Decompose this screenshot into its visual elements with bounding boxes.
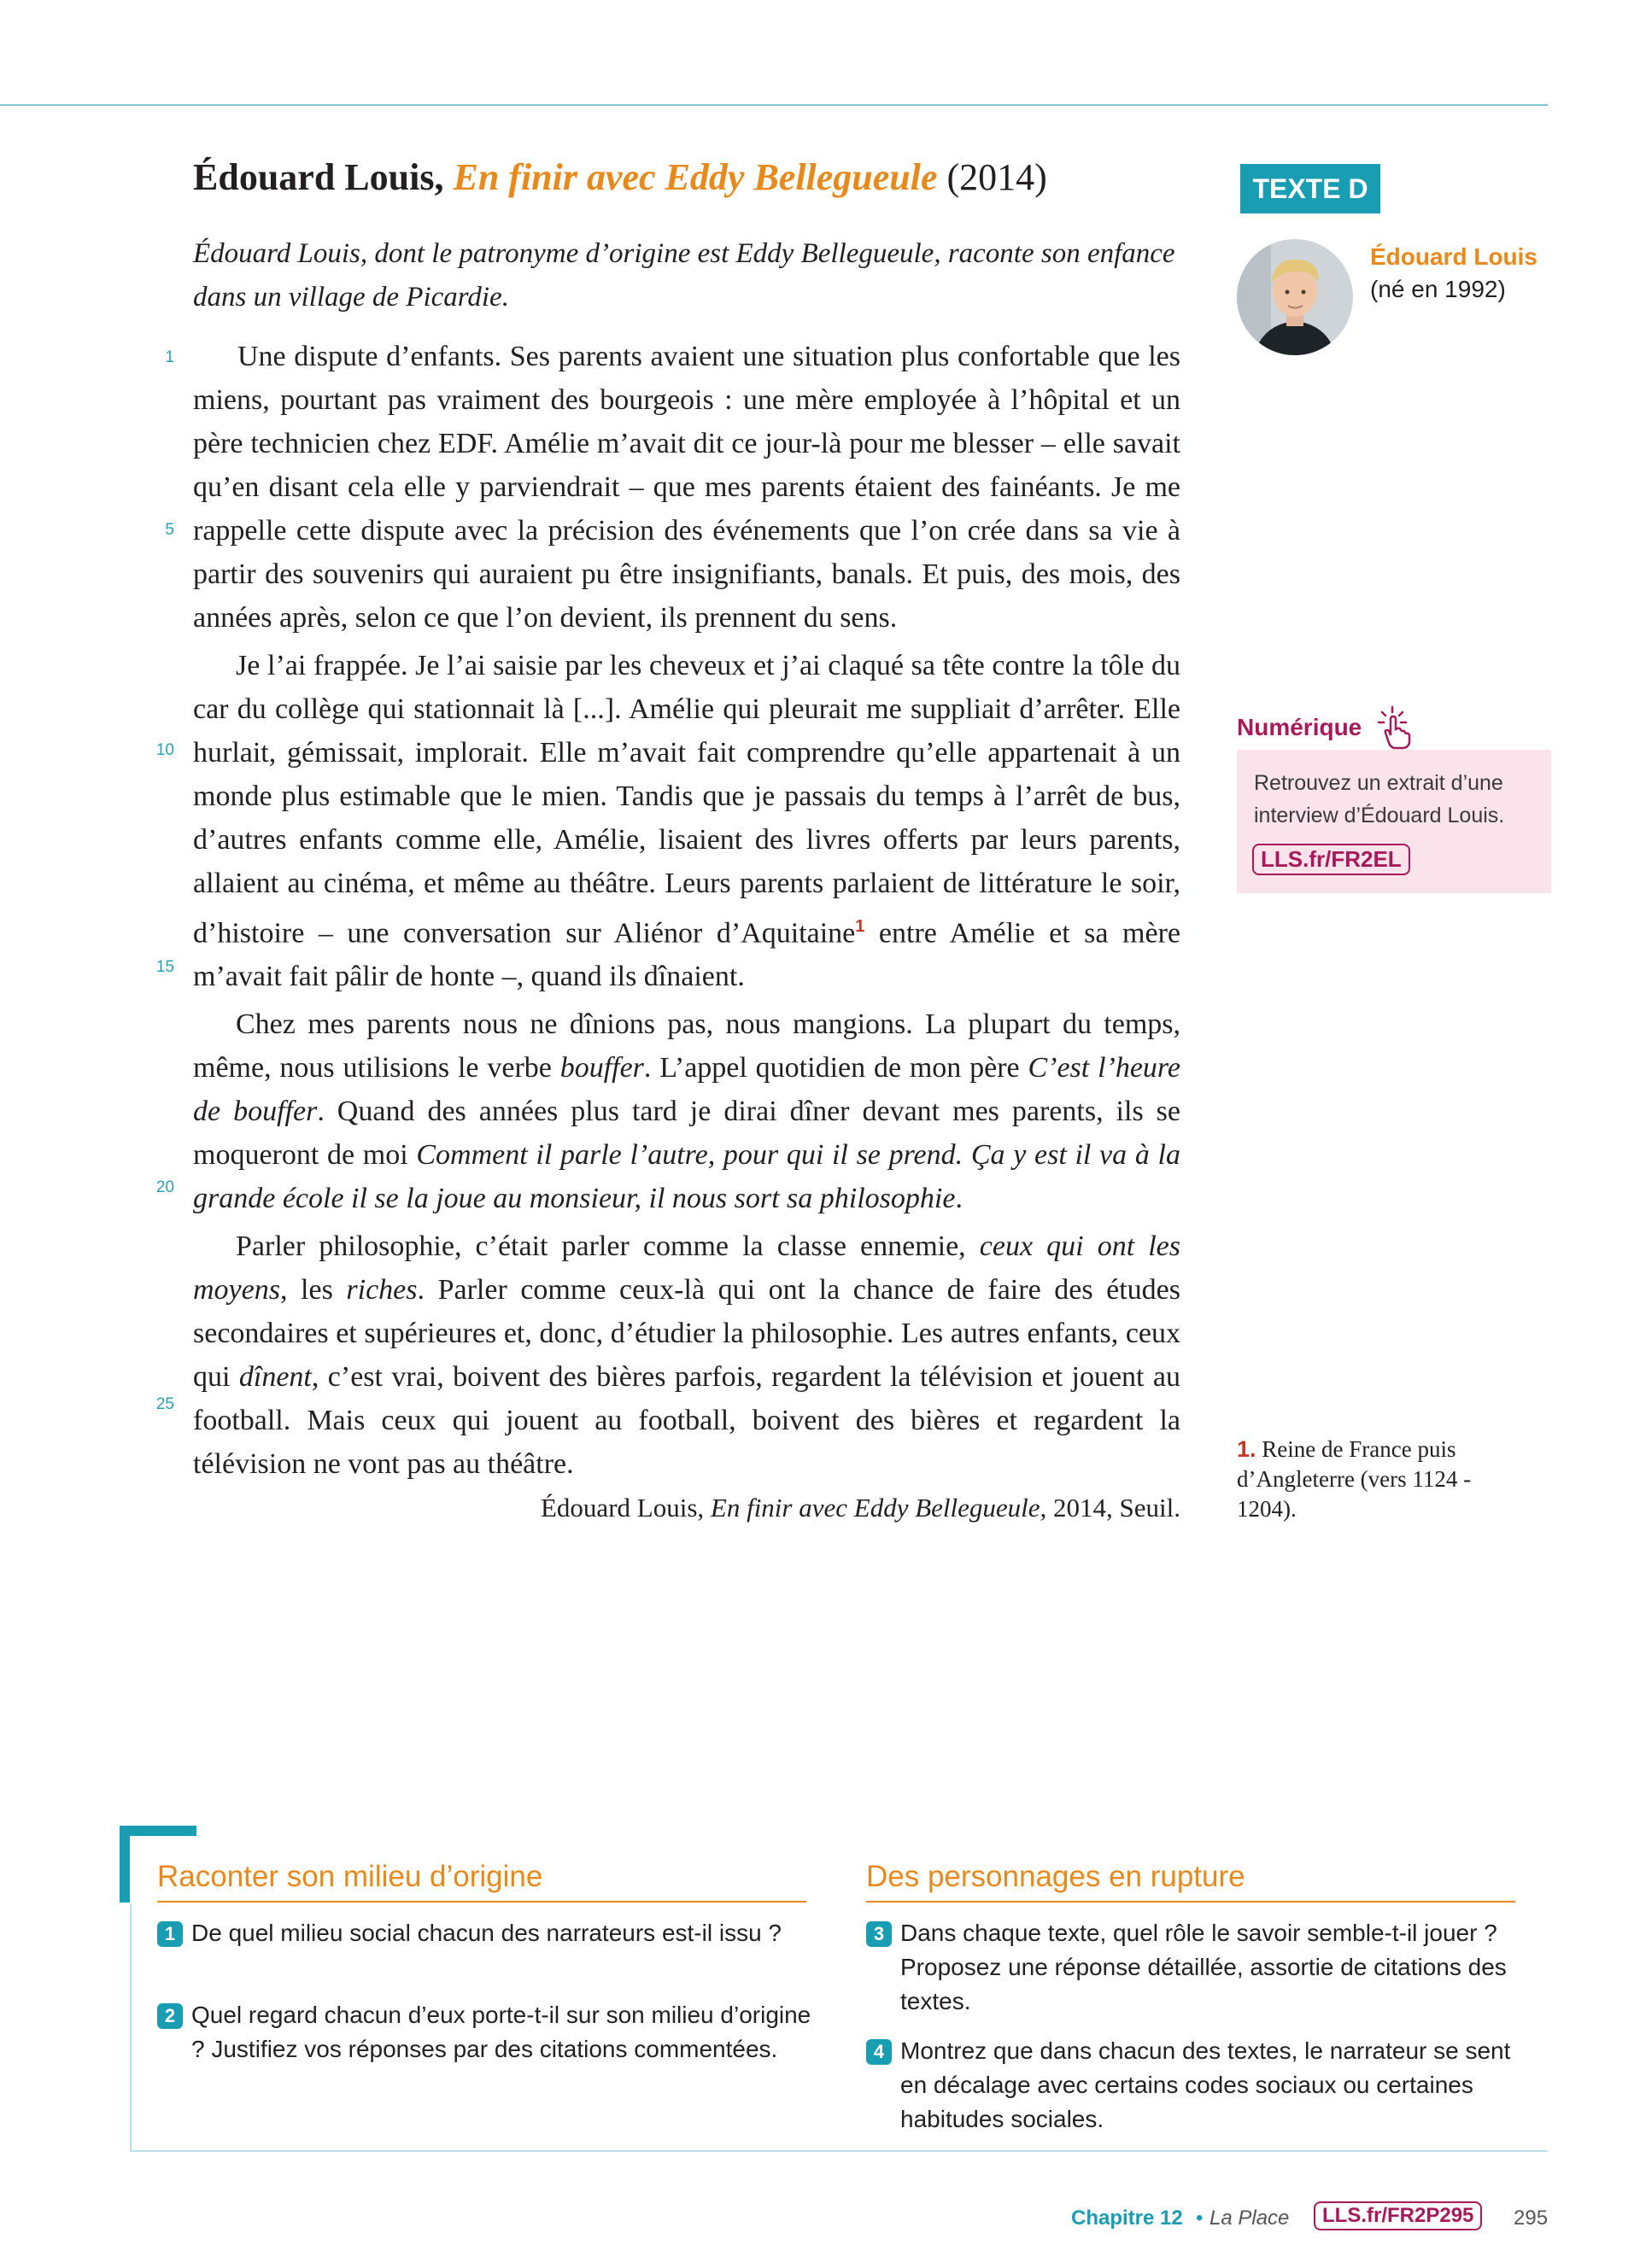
p3-text-4: . — [955, 1183, 963, 1215]
p4-italic-1: ceux qui ont les moyens — [193, 1230, 1181, 1306]
tap-hand-icon — [1375, 705, 1420, 754]
question-1 — [157, 1916, 823, 1950]
paragraph-2 — [193, 644, 1180, 998]
title-book: En finir avec Eddy Bellegueule — [453, 156, 938, 198]
numerique-text: Retrouvez un extrait d’une interview d’Édouard Louis. — [1254, 771, 1505, 827]
author-dates: (né en 1992) — [1370, 276, 1506, 302]
author-portrait — [1237, 239, 1353, 355]
texte-badge: TEXTE D — [1240, 164, 1380, 213]
question-text: Dans chaque texte, quel rôle le savoir semble-t-il jouer ? Proposez une réponse détaillée, assortie de citations des textes. — [900, 1920, 1507, 2014]
line-number: 10 — [155, 741, 174, 759]
title-author: Édouard Louis, — [193, 156, 444, 198]
p4-italic-2: riches — [346, 1274, 418, 1306]
p3-italic-2: C’est l’heure de bouffer — [193, 1052, 1180, 1128]
questions-frame-border — [130, 2150, 1548, 2152]
questions-frame-border — [130, 1904, 132, 2152]
question-number: 2 — [157, 2003, 183, 2029]
p3-italic-1: bouffer — [559, 1052, 644, 1084]
p4-text-3: . Parler comme ceux-là qui ont la chance de faire des études secondaires et supérieures et, donc, d’étudier la philosophie. Les autres enfants, ceux qui — [193, 1274, 1180, 1394]
question-text: De quel milieu social chacun des narrateurs est-il issu ? — [191, 1920, 782, 1946]
p3-text-3: . Quand des années plus tard je dirai dîner devant mes parents, ils se moqueront de moi — [193, 1096, 1181, 1172]
question-number: 1 — [157, 1921, 183, 1947]
page-title — [193, 155, 1047, 199]
source-citation — [193, 1493, 1180, 1523]
line-number: 1 — [165, 348, 174, 366]
paragraph-3 — [193, 1002, 1180, 1220]
paragraph-2-part-2: entre Amélie et sa mère m’avait fait pâlir de honte –, quand ils dînaient. — [193, 917, 1180, 993]
p4-italic-3: dînent — [238, 1361, 312, 1394]
footer-chapter: Chapitre 12 — [1071, 2207, 1183, 2230]
line-number: 25 — [155, 1395, 174, 1413]
question-number: 3 — [866, 1921, 892, 1947]
p3-text-2: . L’appel quotidien de mon père — [643, 1052, 1028, 1084]
line-number: 5 — [165, 521, 174, 539]
paragraph-4 — [193, 1225, 1180, 1486]
line-number: 20 — [155, 1178, 174, 1196]
questions-frame-accent — [120, 1826, 196, 1836]
question-text: Quel regard chacun d’eux porte-t-il sur son milieu d’origine ? Justifiez vos réponses par des citations commentées. — [191, 2002, 811, 2062]
footer-chapter-title: La Place — [1210, 2207, 1290, 2230]
question-3 — [866, 1916, 1532, 2019]
questions-left-rule — [157, 1901, 806, 1903]
footer-separator: • — [1196, 2207, 1204, 2230]
questions-right-rule — [866, 1901, 1515, 1903]
numerique-link[interactable]: LLS.fr/FR2EL — [1252, 844, 1410, 875]
p3-text-1: Chez mes parents nous ne dînions pas, nous mangions. La plupart du temps, même, nous utilisions le verbe — [193, 1008, 1180, 1084]
author-name: Édouard Louis — [1370, 243, 1538, 270]
footnote-text: Reine de France puis d’Angleterre (vers 1124 - 1204). — [1237, 1436, 1472, 1522]
question-4 — [866, 2034, 1532, 2136]
footnote-marker[interactable]: 1 — [855, 917, 865, 936]
source-author: Édouard Louis, — [541, 1493, 711, 1523]
author-info — [1370, 241, 1538, 306]
line-number: 15 — [155, 958, 174, 976]
main-text — [193, 335, 1180, 1490]
p4-text-4: , c’est vrai, boivent des bières parfois, regardent la télévision et jouent au football. Mais ceux qui jouent au football, boivent des bières et regardent la télévision ne vont pas au théâtre. — [193, 1361, 1181, 1481]
p4-text-1: Parler philosophie, c’était parler comme la classe ennemie, — [236, 1230, 980, 1263]
source-book: En finir avec Eddy Bellegueule, — [710, 1493, 1047, 1523]
paragraph-1: Une dispute d’enfants. Ses parents avaient une situation plus confortable que les miens, pourtant pas vraiment des bourgeois : une mère employée à l’hôpital et un père technicien chez EDF. Amélie m’avait dit ce jour-là pour me blesser – elle savait qu’en disant cela elle y parviendrait – que mes parents étaient des fainéants. Je me rappelle cette dispute avec la précision des événements que l’on crée dans sa vie à partir des souvenirs qui auraient pu être insignifiants, banals. Et puis, des mois, des années après, selon ce que l’on devient, ils prennent du sens. — [193, 341, 1180, 634]
footnote — [1237, 1435, 1493, 1524]
footnote-number: 1. — [1237, 1436, 1256, 1462]
numerique-title: Numérique — [1237, 714, 1362, 740]
question-number: 4 — [866, 2039, 892, 2065]
paragraph-2-part-1: Je l’ai frappée. Je l’ai saisie par les cheveux et j’ai claqué sa tête contre la tôle du car du collège qui stationnait là [...]. Amélie qui pleurait me suppliait d’arrêter. Elle hurlait, gémissait, implorait. Elle m’avait fait comprendre qu’elle appartenait à un monde plus estimable que le mien. Tandis que je passais du temps à l’arrêt de bus, d’autres enfants comme elle, Amélie, lisaient des livres offerts par leurs parents, allaient au cinéma, et même au théâtre. Leurs parents parlaient de littérature le soir, d’histoire – une conversation sur Aliénor d’Aquitaine — [193, 650, 1180, 950]
question-text: Montrez que dans chacun des textes, le narrateur se sent en décalage avec certains codes sociaux ou certaines habitudes sociales. — [900, 2037, 1511, 2132]
p4-text-2: , les — [279, 1274, 347, 1306]
top-rule — [0, 104, 1548, 106]
questions-right-title: Des personnages en rupture — [866, 1860, 1245, 1893]
intro-text: Édouard Louis, dont le patronyme d’origine est Eddy Bellegueule, raconte son enfance dans un village de Picardie. — [193, 238, 1175, 313]
question-2 — [157, 1998, 823, 2066]
p3-italic-3: Comment il parle l’autre, pour qui il se prend. Ça y est il va à la grande école il se la joue au monsieur, il nous sort sa philosophie — [193, 1139, 1180, 1215]
questions-frame-accent — [120, 1826, 130, 1903]
source-rest: 2014, Seuil. — [1046, 1493, 1180, 1523]
title-year: (2014) — [946, 156, 1047, 198]
questions-left-title: Raconter son milieu d’origine — [157, 1860, 543, 1893]
page-number: 295 — [1514, 2207, 1549, 2230]
footer-link[interactable]: LLS.fr/FR2P295 — [1314, 2201, 1482, 2230]
